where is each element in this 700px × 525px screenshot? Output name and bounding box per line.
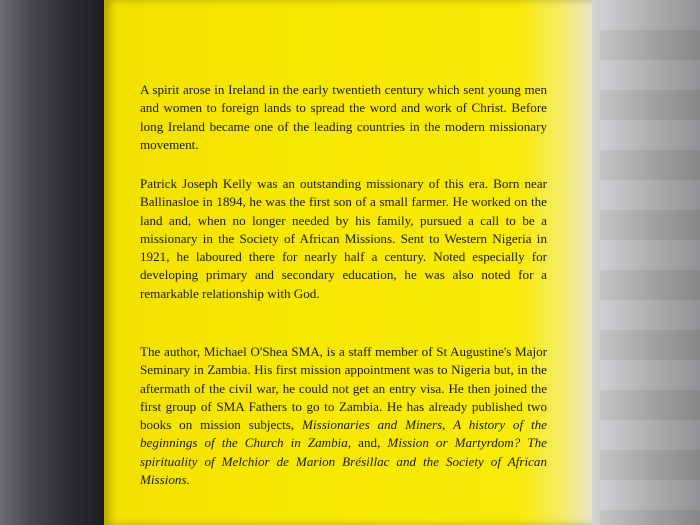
author-bio-text: The author, Michael O'Shea SMA, is a staff member of St Augustine's Major Seminary in Zambia. His first mission appointment was to Nigeria but, in the aftermath of the civil war, he could not get an entry visa. He then joined the first group of SMA Fathers to go to Zambia. He has already published two books on mission subjects, [140, 344, 547, 433]
background-right-stripes [600, 0, 700, 525]
conjunction-text: and, [351, 435, 388, 451]
background-left-shadow [0, 0, 104, 525]
blurb-paragraph-kelly: Patrick Joseph Kelly was an outstanding missionary of this era. Born near Ballinasloe in 1894, he was the first son of a small farmer. He worked on the land and, when no longer needed by his family, pursued a call to be a missionary in the Society of African Missions. Sent to Western Nigeria in 1921, he laboured there for nearly half a century. Noted especially for developing primary and secondary education, he was also noted for a remarkable relationship with God. [140, 176, 547, 301]
blurb-paragraph-author [140, 343, 547, 489]
book-title-mission-or-martyrdom: Mission or Martyrdom? The spirituality of Melchior de Marion Brésillac and the Society of African Missions. [140, 435, 547, 488]
book-title-missionaries-and-miners: Missionaries and Miners, A history of the beginnings of the Church in Zambia, [140, 417, 547, 451]
blurb-paragraph-intro: A spirit arose in Ireland in the early twentieth century which sent young men and women to foreign lands to spread the word and work of Christ. Before long Ireland became one of the leading countries in the modern missionary movement. [140, 82, 547, 152]
